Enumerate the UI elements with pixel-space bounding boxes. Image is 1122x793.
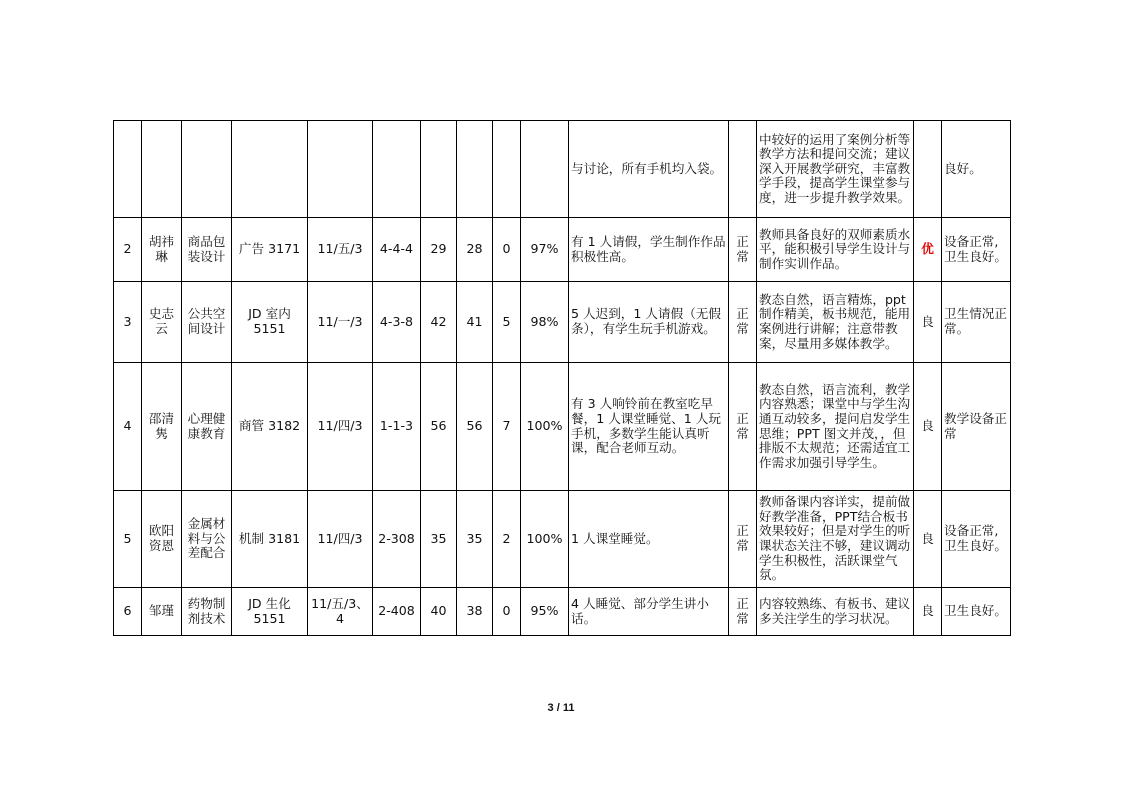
cell-should-attend: 40: [421, 588, 457, 636]
cell-teacher: 史志云: [142, 282, 182, 363]
cell-teacher: [142, 121, 182, 218]
cell-period: 4-3-8: [373, 282, 421, 363]
cell-should-attend: 42: [421, 282, 457, 363]
cell-comment: 教态自然，语言精炼，ppt 制作精美，板书规范，能用案例进行讲解；注意带教案，尽量用多媒体教学。: [757, 282, 914, 363]
cell-grade: 优: [914, 218, 942, 282]
cell-class: [232, 121, 308, 218]
cell-teacher: 胡祎琳: [142, 218, 182, 282]
cell-rate: 97%: [521, 218, 569, 282]
cell-teacher: 邵清隽: [142, 363, 182, 491]
cell-comment: 教态自然，语言流利，教学内容熟悉；课堂中与学生沟通互动较多，提问启发学生思维；PPT 图文并茂，，但排版不太规范；还需适宜工作需求加强引导学生。: [757, 363, 914, 491]
cell-rate: 100%: [521, 491, 569, 588]
cell-period: [373, 121, 421, 218]
cell-class: JD 生化 5151: [232, 588, 308, 636]
cell-no: 2: [114, 218, 142, 282]
cell-date: 11/四/3: [308, 491, 373, 588]
cell-status: 正常: [729, 218, 757, 282]
cell-date: [308, 121, 373, 218]
cell-situation: 有 1 人请假，学生制作作品积极性高。: [569, 218, 729, 282]
cell-status: 正常: [729, 363, 757, 491]
cell-no: [114, 121, 142, 218]
cell-date: 11/五/3、4: [308, 588, 373, 636]
table-row: [114, 282, 1011, 363]
cell-no: 6: [114, 588, 142, 636]
cell-no: 4: [114, 363, 142, 491]
cell-equipment: 良好。: [942, 121, 1011, 218]
cell-equipment: 设备正常,卫生良好。: [942, 218, 1011, 282]
cell-course: 金属材料与公差配合: [182, 491, 232, 588]
cell-situation: 与讨论，所有手机均入袋。: [569, 121, 729, 218]
cell-grade: 良: [914, 282, 942, 363]
cell-situation: 5 人迟到，1 人请假（无假条），有学生玩手机游戏。: [569, 282, 729, 363]
cell-course: 心理健康教育: [182, 363, 232, 491]
cell-should-attend: 35: [421, 491, 457, 588]
cell-equipment: 教学设备正常: [942, 363, 1011, 491]
cell-date: 11/五/3: [308, 218, 373, 282]
cell-equipment: 卫生情况正常。: [942, 282, 1011, 363]
page-number: 3 / 11: [547, 702, 575, 714]
cell-class: 商管 3182: [232, 363, 308, 491]
table-row: [114, 588, 1011, 636]
cell-date: 11/一/3: [308, 282, 373, 363]
cell-comment: 内容较熟练、有板书、建议多关注学生的学习状况。: [757, 588, 914, 636]
cell-grade: 良: [914, 363, 942, 491]
cell-actual-attend: 41: [457, 282, 493, 363]
cell-situation: 有 3 人响铃前在教室吃早餐，1 人课堂睡觉、1 人玩手机，多数学生能认真听课，配合老师互动。: [569, 363, 729, 491]
cell-class: 广告 3171: [232, 218, 308, 282]
cell-rate: 95%: [521, 588, 569, 636]
cell-period: 2-408: [373, 588, 421, 636]
cell-should-attend: [421, 121, 457, 218]
cell-teacher: 欧阳资恩: [142, 491, 182, 588]
cell-class: 机制 3181: [232, 491, 308, 588]
cell-equipment: 卫生良好。: [942, 588, 1011, 636]
cell-late: 0: [493, 588, 521, 636]
cell-date: 11/四/3: [308, 363, 373, 491]
cell-course: 药物制剂技术: [182, 588, 232, 636]
cell-course: 公共空间设计: [182, 282, 232, 363]
cell-rate: [521, 121, 569, 218]
cell-grade: 良: [914, 588, 942, 636]
cell-no: 5: [114, 491, 142, 588]
cell-rate: 98%: [521, 282, 569, 363]
cell-situation: 4 人睡觉、部分学生讲小话。: [569, 588, 729, 636]
table-row: [114, 491, 1011, 588]
cell-period: 2-308: [373, 491, 421, 588]
cell-grade: 良: [914, 491, 942, 588]
cell-should-attend: 56: [421, 363, 457, 491]
cell-actual-attend: 28: [457, 218, 493, 282]
cell-grade: [914, 121, 942, 218]
cell-course: [182, 121, 232, 218]
cell-comment: 中较好的运用了案例分析等教学方法和提问交流；建议深入开展教学研究，丰富教学手段，提高学生课堂参与度，进一步提升教学效果。: [757, 121, 914, 218]
cell-late: 0: [493, 218, 521, 282]
inspection-table: [113, 120, 1011, 636]
cell-period: 1-1-3: [373, 363, 421, 491]
cell-late: 2: [493, 491, 521, 588]
cell-should-attend: 29: [421, 218, 457, 282]
cell-late: 5: [493, 282, 521, 363]
cell-late: [493, 121, 521, 218]
cell-status: 正常: [729, 588, 757, 636]
cell-actual-attend: 38: [457, 588, 493, 636]
cell-status: 正常: [729, 282, 757, 363]
cell-actual-attend: 56: [457, 363, 493, 491]
cell-course: 商品包装设计: [182, 218, 232, 282]
cell-teacher: 邹瑾: [142, 588, 182, 636]
cell-class: JD 室内 5151: [232, 282, 308, 363]
cell-actual-attend: [457, 121, 493, 218]
cell-rate: 100%: [521, 363, 569, 491]
cell-no: 3: [114, 282, 142, 363]
table-row: [114, 363, 1011, 491]
cell-situation: 1 人课堂睡觉。: [569, 491, 729, 588]
table-row: [114, 218, 1011, 282]
cell-status: [729, 121, 757, 218]
cell-late: 7: [493, 363, 521, 491]
cell-status: 正常: [729, 491, 757, 588]
cell-comment: 教师具备良好的双师素质水平，能积极引导学生设计与制作实训作品。: [757, 218, 914, 282]
cell-actual-attend: 35: [457, 491, 493, 588]
cell-period: 4-4-4: [373, 218, 421, 282]
table-row: [114, 121, 1011, 218]
cell-equipment: 设备正常,卫生良好。: [942, 491, 1011, 588]
cell-comment: 教师备课内容详实，提前做好教学准备，PPT结合板书效果较好；但是对学生的听课状态关注不够，建议调动学生积极性，活跃课堂气氛。: [757, 491, 914, 588]
